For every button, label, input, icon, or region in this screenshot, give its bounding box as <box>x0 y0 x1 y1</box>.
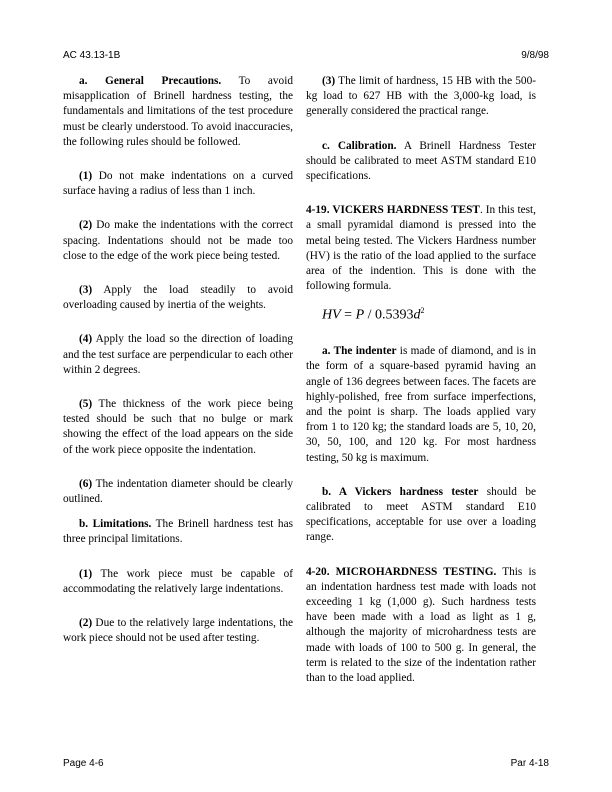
paragraph-rule-1 <box>63 169 293 199</box>
formula-equals: = <box>340 308 356 324</box>
paragraph-rule-5 <box>63 397 293 458</box>
para-text: The limit of hardness, 15 HB with the 500-kg load to 627 HB with the 3,000-kg load, is generally considered the practical range. <box>306 75 536 118</box>
paragraph-limitation-1 <box>63 567 293 597</box>
paragraph-general-precautions <box>63 74 293 150</box>
paragraph-vickers-tester <box>306 485 536 546</box>
para-text: To avoid misapplication of Brinell hardness testing, the fundamentals and limitations of the test procedure must be clearly understood. To avoid inaccuracies, the following rules should be followed. <box>63 75 293 148</box>
para-label: (1) <box>79 567 93 580</box>
para-label: a. General Precautions. <box>79 75 222 87</box>
para-label: a. The indenter <box>322 345 397 358</box>
vickers-formula <box>306 302 536 325</box>
formula-exponent: 2 <box>420 306 425 316</box>
para-text: Do make the indentations with the correct spacing. Indentations should not be made too close to the edge of the work piece being tested. <box>63 219 293 262</box>
section-heading: 4-20. MICROHARDNESS TESTING. <box>306 565 497 578</box>
formula-divide: / <box>364 308 376 324</box>
para-label: (3) <box>79 284 93 297</box>
left-column <box>63 74 293 665</box>
formula-coefficient: 0.5393 <box>375 308 414 324</box>
para-label: c. Calibration. <box>322 139 397 152</box>
para-label: (3) <box>322 75 336 87</box>
para-label: (1) <box>79 170 93 183</box>
paragraph-indenter <box>306 344 536 466</box>
formula-variable: d <box>413 308 421 324</box>
para-text: The thickness of the work piece being tested should be such that no bulge or mark showing the effect of the load appears on the side of the work piece opposite the indentation. <box>63 398 293 456</box>
para-text: This is an indentation hardness test made with loads not exceeding 1 kg (1,000 g). Such hardness tests have been made with a load as light as 1 g, although the majority of microhardness tests are made with loads of 100 to 500 g. In general, the term is related to the size of the indentation rather than to the load applied. <box>306 565 536 684</box>
formula-load: P <box>355 308 365 324</box>
para-text: The indentation diameter should be clearly outlined. <box>63 477 293 506</box>
section-vickers-hardness-test <box>306 203 536 294</box>
paragraph-rule-6 <box>63 477 293 507</box>
paragraph-rule-2 <box>63 218 293 264</box>
doc-id: AC 43.13-1B <box>63 50 121 61</box>
para-label: b. Limitations. <box>79 518 152 531</box>
para-text: is made of diamond, and is in the form of a square-based pyramid having an angle of 136 degrees between faces. The facets are highly-polished, free from surface imperfections, and the point is sharp. The loads applied vary from 1 to 120 kg; the standard loads are 5, 10, 20, 30, 50, 100, and 120 kg. For most hardness testing, 50 kg is maximum. <box>306 345 536 464</box>
para-text: Do not make indentations on a curved surface having a radius of less than 1 inch. <box>63 170 293 198</box>
paragraph-limitation-2 <box>63 616 293 646</box>
para-text: A Brinell Hardness Tester should be calibrated to meet ASTM standard E10 specifications. <box>306 139 536 183</box>
para-label: (2) <box>79 219 93 232</box>
section-microhardness-testing <box>306 565 536 687</box>
para-text: . In this test, a small pyramidal diamond is pressed into the metal being tested. The Vickers Hardness number (HV) is the ratio of the load applied to the surface area of the indention. This is done with the following formula. <box>306 204 536 293</box>
para-label: (4) <box>79 333 93 346</box>
paragraph-rule-3 <box>63 283 293 313</box>
para-label: (6) <box>79 477 93 490</box>
para-text: should be calibrated to meet ASTM standard E10 specifications, acceptable for use over a loading range. <box>306 485 536 544</box>
para-label: (5) <box>79 398 93 411</box>
doc-date: 9/8/98 <box>521 50 549 61</box>
formula-lhs: HV <box>322 308 341 324</box>
page-number: Page 4-6 <box>63 758 104 769</box>
para-text: The Brinell hardness test has three principal limitations. <box>63 518 293 546</box>
para-label: (2) <box>79 617 93 630</box>
right-column <box>306 74 536 705</box>
para-text: Due to the relatively large indentations, the work piece should not be used after testing. <box>63 617 293 645</box>
paragraph-calibration <box>306 139 536 185</box>
para-label: b. A Vickers hardness tester <box>322 485 479 498</box>
paragraph-limitations <box>63 517 293 547</box>
paragraph-rule-4 <box>63 332 293 378</box>
paragraph-reference: Par 4-18 <box>510 758 549 769</box>
paragraph-limitation-3 <box>306 74 536 120</box>
para-text: Apply the load so the direction of loading and the test surface are perpendicular to each other within 2 degrees. <box>63 333 293 376</box>
section-heading: 4-19. VICKERS HARDNESS TEST <box>306 204 480 217</box>
para-text: Apply the load steadily to avoid overloading caused by inertia of the weights. <box>63 284 293 312</box>
para-text: The work piece must be capable of accommodating the relatively large indentations. <box>63 567 293 595</box>
